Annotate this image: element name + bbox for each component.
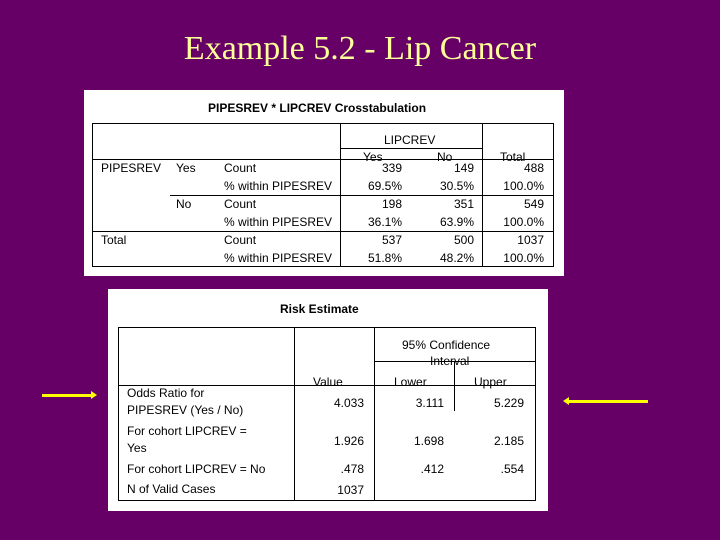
cell-lower: 3.111 xyxy=(415,396,444,410)
cell-total: 100.0% xyxy=(503,251,544,265)
cell-upper: 2.185 xyxy=(493,434,524,448)
row-variable-label: PIPESREV xyxy=(101,161,162,175)
row-stat: Count xyxy=(224,161,257,175)
grid-line xyxy=(170,195,554,196)
crosstab-title: PIPESREV * LIPCREV Crosstabulation xyxy=(208,101,427,115)
risk-estimate-title: Risk Estimate xyxy=(280,302,359,316)
cell-yes: 36.1% xyxy=(367,215,402,229)
cell-lower: .412 xyxy=(420,462,444,476)
grid-line xyxy=(92,123,93,267)
cell-value: 1037 xyxy=(337,483,364,497)
cell-lower: 1.698 xyxy=(413,434,444,448)
grid-line xyxy=(535,327,536,501)
grid-line xyxy=(118,327,536,328)
cell-no: 48.2% xyxy=(439,251,474,265)
row-label-cont: PIPESREV (Yes / No) xyxy=(127,403,244,417)
risk-estimate-panel xyxy=(108,289,548,511)
col-group-header: LIPCREV xyxy=(384,133,436,147)
col-header-upper: Upper xyxy=(474,375,507,389)
slide-title: Example 5.2 - Lip Cancer xyxy=(183,30,537,67)
crosstab-panel xyxy=(84,90,564,276)
col-header-lower: Lower xyxy=(394,375,427,389)
cell-yes: 339 xyxy=(381,161,402,175)
row-stat: % within PIPESREV xyxy=(224,251,333,265)
cell-no: 500 xyxy=(453,233,474,247)
arrow-left-head-icon xyxy=(563,397,569,405)
col-header-yes: Yes xyxy=(363,150,383,164)
grid-line xyxy=(92,123,554,124)
cell-yes: 198 xyxy=(381,197,402,211)
cell-total: 549 xyxy=(523,197,544,211)
cell-value: .478 xyxy=(340,462,364,476)
row-group: Yes xyxy=(176,161,196,175)
grid-line xyxy=(92,231,554,232)
cell-no: 63.9% xyxy=(439,215,474,229)
grid-line xyxy=(340,148,482,149)
cell-total: 100.0% xyxy=(503,179,544,193)
grid-line xyxy=(340,123,341,267)
row-stat: % within PIPESREV xyxy=(224,179,333,193)
cell-upper: .554 xyxy=(500,462,524,476)
cell-no: 30.5% xyxy=(439,179,474,193)
grid-line xyxy=(454,361,455,411)
cell-value: 4.033 xyxy=(333,396,364,410)
arrow-right-line xyxy=(569,400,648,403)
grid-line xyxy=(294,327,295,501)
grid-line xyxy=(118,327,119,501)
ci-header-interval: Interval xyxy=(430,354,470,368)
row-label-cont: Yes xyxy=(127,441,147,455)
cell-total: 100.0% xyxy=(503,215,544,229)
cell-yes: 537 xyxy=(381,233,402,247)
grid-line xyxy=(118,500,536,501)
grid-line xyxy=(92,159,554,160)
cell-total: 488 xyxy=(523,161,544,175)
col-header-value: Value xyxy=(313,375,343,389)
row-stat: Count xyxy=(224,233,257,247)
grid-line xyxy=(374,327,375,501)
cell-no: 351 xyxy=(453,197,474,211)
grid-line xyxy=(92,266,554,267)
row-label: For cohort LIPCREV = xyxy=(127,424,247,438)
cell-yes: 51.8% xyxy=(367,251,402,265)
row-stat: Count xyxy=(224,197,257,211)
cell-value: 1.926 xyxy=(333,434,364,448)
row-label: Odds Ratio for xyxy=(127,386,205,400)
row-stat: % within PIPESREV xyxy=(224,215,333,229)
row-label: N of Valid Cases xyxy=(127,482,216,496)
cell-yes: 69.5% xyxy=(367,179,402,193)
row-group: No xyxy=(176,197,192,211)
ci-header: 95% Confidence xyxy=(402,338,491,352)
cell-upper: 5.229 xyxy=(493,396,524,410)
row-label: For cohort LIPCREV = No xyxy=(127,462,266,476)
arrow-right-head-icon xyxy=(91,391,97,399)
cell-no: 149 xyxy=(453,161,474,175)
grid-line xyxy=(482,123,483,267)
row-group: Total xyxy=(101,233,127,247)
cell-total: 1037 xyxy=(517,233,544,247)
col-header-no: No xyxy=(437,150,453,164)
col-header-total: Total xyxy=(500,150,526,164)
arrow-left-line xyxy=(42,394,92,397)
